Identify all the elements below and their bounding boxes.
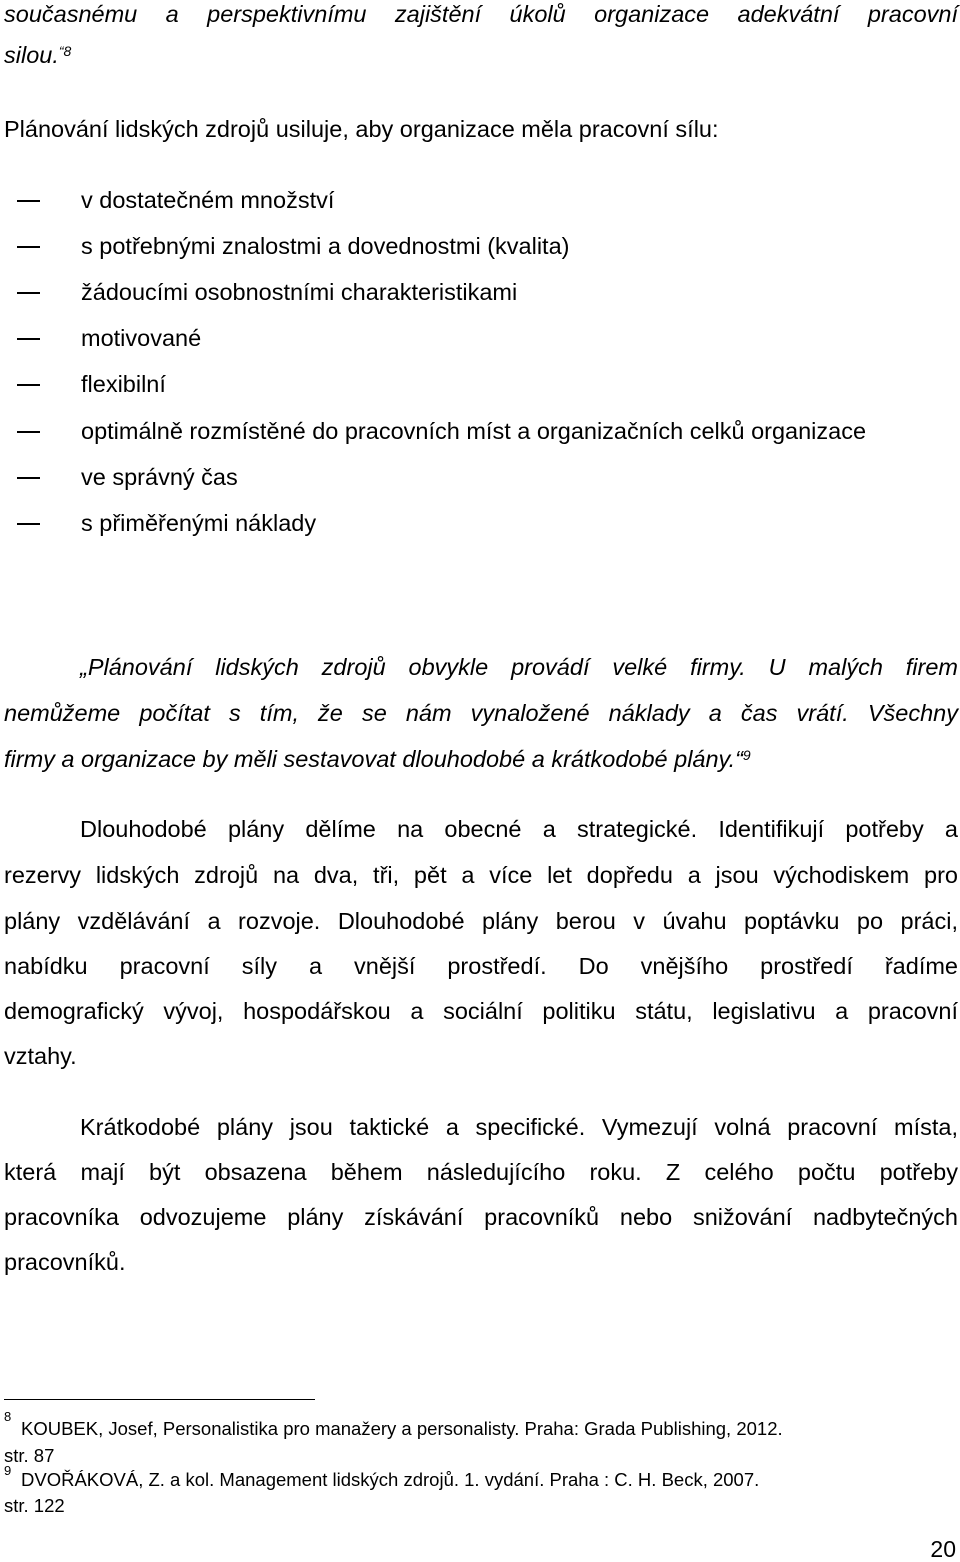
paragraph-line: rezervy lidských zdrojů na dva, tři, pět a více let dopředu a jsou východiskem pro <box>4 862 958 888</box>
paragraph-line: nabídku pracovní síly a vnější prostředí. Do vnějšího prostředí řadíme <box>4 953 958 979</box>
footnote-number: 9 <box>4 1463 12 1478</box>
list-item: optimálně rozmístěné do pracovních míst a organizačních celků organizace <box>81 418 867 444</box>
list-item: flexibilní <box>81 371 166 397</box>
list-item: s přiměřenými náklady <box>81 510 317 536</box>
quote-line-3-text: firmy a organizace by měli sestavovat dlouhodobé a krátkodobé plány.“ <box>4 746 743 772</box>
quote-line-2: nemůžeme počítat s tím, že se nám vynaložené náklady a čas vrátí. Všechny <box>4 700 958 726</box>
intro-line-1: současnému a perspektivnímu zajištění úkolů organizace adekvátní pracovní <box>4 1 958 27</box>
footnote-text-cont: str. 122 <box>4 1495 65 1516</box>
intro-line-2 <box>4 41 958 69</box>
paragraph-line: vztahy. <box>4 1043 77 1069</box>
quote-line-1: „Plánování lidských zdrojů obvykle provádí velké firmy. U malých firem <box>80 654 958 680</box>
list-item: žádoucími osobnostními charakteristikami <box>81 279 518 305</box>
dash-bullet-icon <box>17 200 40 202</box>
footnote-text: KOUBEK, Josef, Personalistika pro manažery a personalisty. Praha: Grada Publishing, 2012. <box>21 1418 783 1439</box>
dash-bullet-icon <box>17 292 40 294</box>
list-item: motivované <box>81 325 202 351</box>
dash-bullet-icon <box>17 246 40 248</box>
footnote-ref-8[interactable]: “8 <box>58 43 72 59</box>
list-item: ve správný čas <box>81 464 238 490</box>
footnote-text-cont: str. 87 <box>4 1445 55 1466</box>
paragraph-line: pracovníka odvozujeme plány získávání pracovníků nebo snižování nadbytečných <box>4 1204 958 1230</box>
footnote-separator <box>4 1399 315 1400</box>
dash-bullet-icon <box>17 523 40 525</box>
footnote-ref-9[interactable]: 9 <box>742 747 751 763</box>
paragraph-line: která mají být obsazena během následujícího roku. Z celého počtu potřeby <box>4 1159 958 1185</box>
page-number: 20 <box>930 1536 956 1562</box>
quote-line-3 <box>4 745 958 773</box>
dash-bullet-icon <box>17 338 40 340</box>
dash-bullet-icon <box>17 384 40 386</box>
lead-sentence: Plánování lidských zdrojů usiluje, aby organizace měla pracovní sílu: <box>4 116 719 142</box>
paragraph-line: demografický vývoj, hospodářskou a sociální politiku státu, legislativu a pracovní <box>4 998 958 1024</box>
list-item: v dostatečném množství <box>81 187 335 213</box>
paragraph-line: pracovníků. <box>4 1249 126 1275</box>
paragraph-line: Krátkodobé plány jsou taktické a specifické. Vymezují volná pracovní místa, <box>80 1114 958 1140</box>
paragraph-line: plány vzdělávání a rozvoje. Dlouhodobé plány berou v úvahu poptávku po práci, <box>4 908 958 934</box>
dash-bullet-icon <box>17 477 40 479</box>
paragraph-line: Dlouhodobé plány dělíme na obecné a strategické. Identifikují potřeby a <box>80 816 958 842</box>
footnote-text: DVOŘÁKOVÁ, Z. a kol. Management lidských zdrojů. 1. vydání. Praha : C. H. Beck, 2007. <box>21 1469 760 1490</box>
intro-line-2-text: silou. <box>4 42 59 68</box>
dash-bullet-icon <box>17 431 40 433</box>
list-item: s potřebnými znalostmi a dovednostmi (kvalita) <box>81 233 570 259</box>
footnote-number: 8 <box>4 1409 12 1424</box>
